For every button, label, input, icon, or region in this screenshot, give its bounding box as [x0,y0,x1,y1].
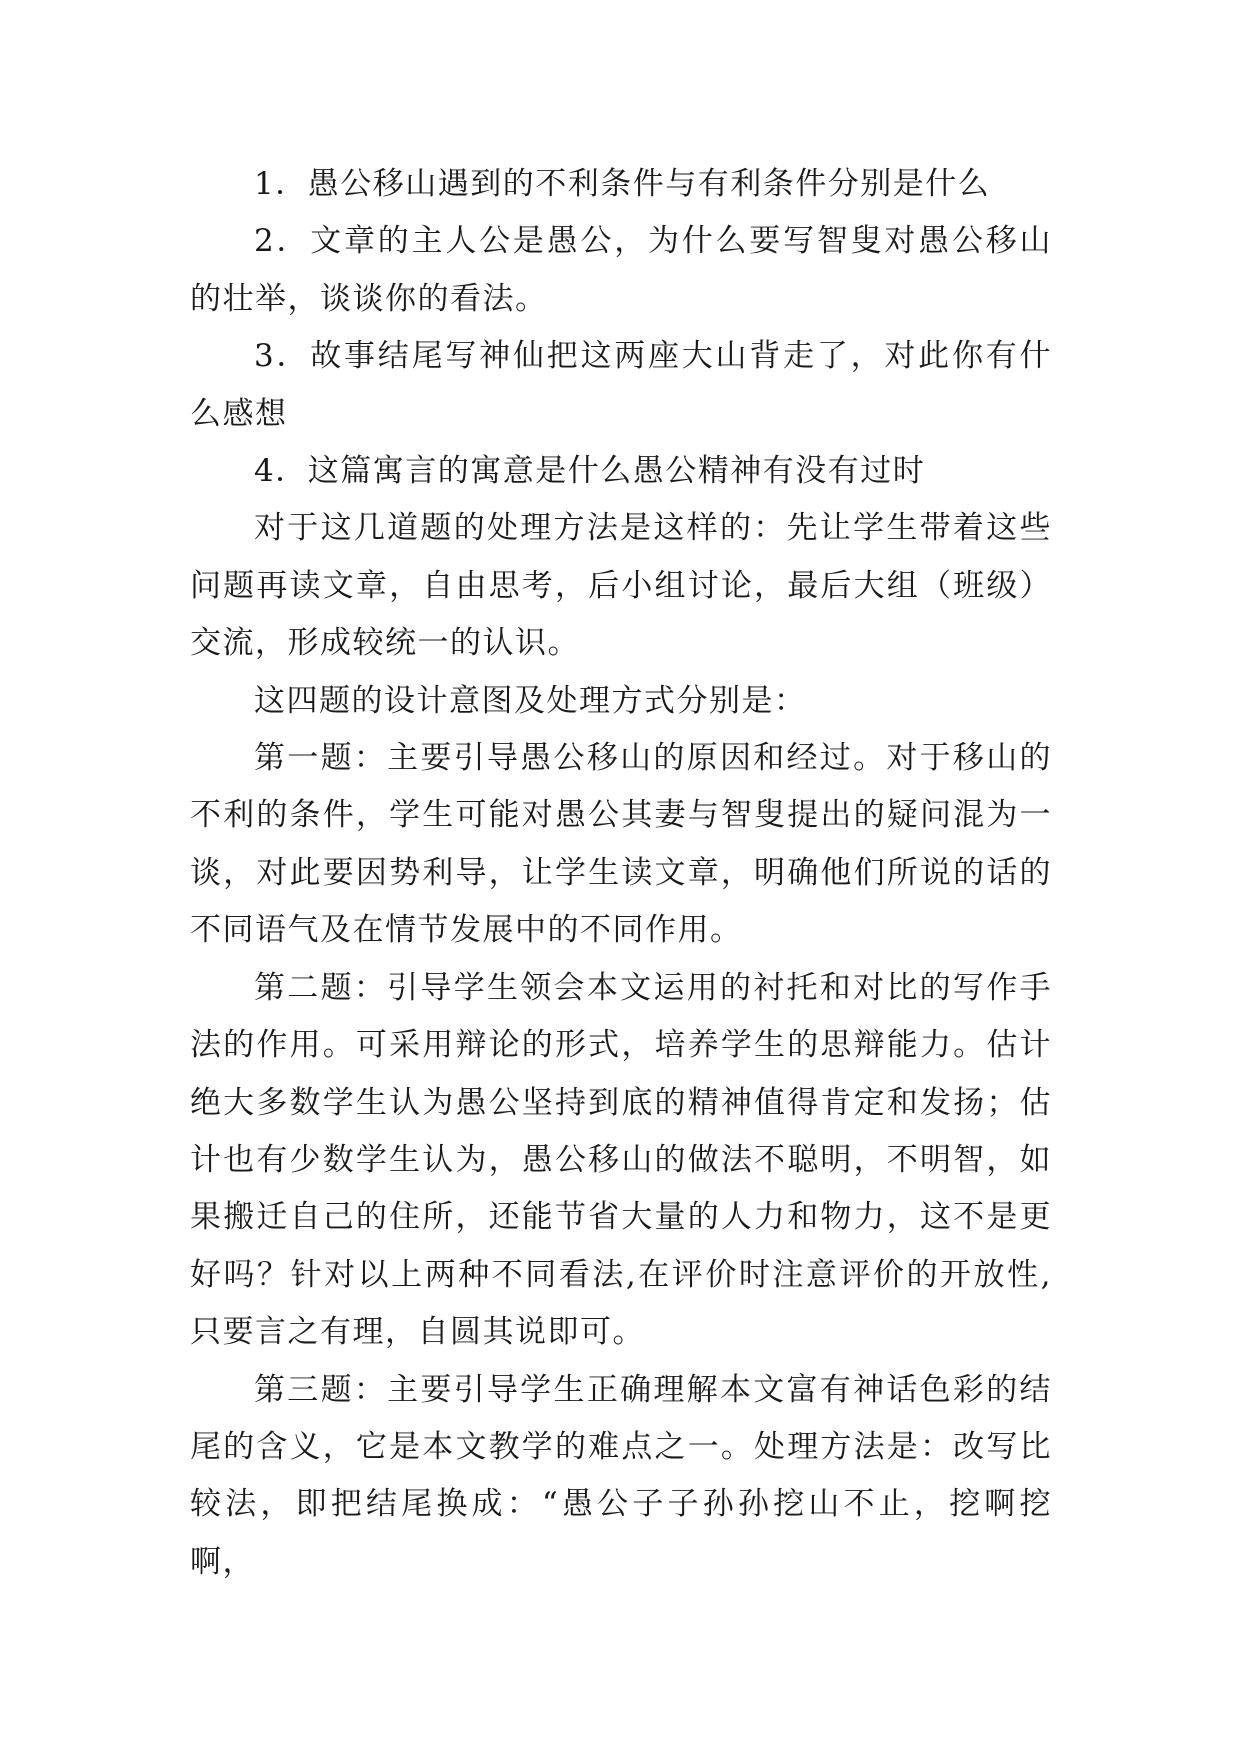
question-3: 3．故事结尾写神仙把这两座大山背走了，对此你有什么感想 [190,338,1052,432]
second-question-explanation: 第二题：引导学生领会本文运用的衬托和对比的写作手法的作用。可采用辩论的形式，培养学生的思辩能力。估计绝大多数学生认为愚公坚持到底的精神值得肯定和发扬；估计也有少数学生认为，愚公移山的做法不聪明，不明智，如果搬迁自己的住所，还能节省大量的人力和物力，这不是更好吗？针对以上两种不同看法,在评价时注意评价的开放性,只要言之有理，自圆其说即可。 [190,969,1052,1351]
processing-method-paragraph: 对于这几道题的处理方法是这样的：先让学生带着这些问题再读文章，自由思考，后小组讨论，最后大组（班级）交流，形成较统一的认识。 [190,510,1052,662]
design-intent-heading: 这四题的设计意图及处理方式分别是： [254,682,807,719]
document-body [190,156,1052,1591]
question-2: 2．文章的主人公是愚公，为什么要写智叟对愚公移山的壮举，谈谈你的看法。 [190,223,1052,317]
third-question-explanation: 第三题：主要引导学生正确理解本文富有神话色彩的结尾的含义，它是本文教学的难点之一。处理方法是：改写比较法，即把结尾换成：“愚公子子孙孙挖山不止，挖啊挖啊， [190,1371,1052,1580]
question-1: 1．愚公移山遇到的不利条件与有利条件分别是什么 [254,166,991,202]
question-4: 4．这篇寓言的寓意是什么愚公精神有没有过时 [254,453,926,490]
first-question-explanation: 第一题：主要引导愚公移山的原因和经过。对于移山的不利的条件，学生可能对愚公其妻与智叟提出的疑问混为一谈，对此要因势利导，让学生读文章，明确他们所说的话的不同语气及在情节发展中的不同作用。 [190,740,1052,949]
